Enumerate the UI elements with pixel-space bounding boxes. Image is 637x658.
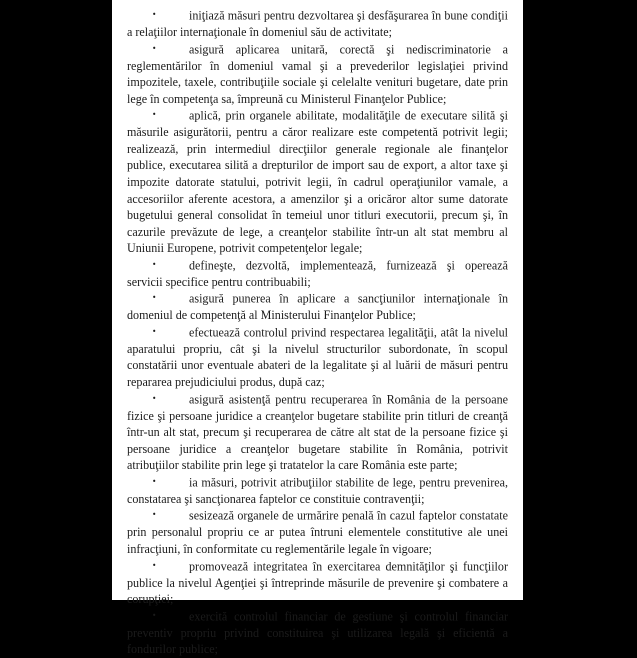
clause-item <box>127 257 508 291</box>
clause-text: sesizează organele de urmărire penală în cazul faptelor constatate prin personalul propriu ce ar putea întruni elementele constitutive ale unei infracţiuni, în conformitate cu reglementările legale în vigoare; <box>127 508 508 556</box>
bullet-icon: • <box>152 293 157 303</box>
clause-item <box>127 324 508 391</box>
clause-text: ia măsuri, potrivit atribuţiilor stabilite de lege, pentru prevenirea, constatarea şi sancţionarea faptelor ce constituie contravenţii; <box>127 475 508 506</box>
clause-item <box>127 7 508 41</box>
bullet-icon: • <box>152 476 157 486</box>
document-text-body <box>127 7 508 658</box>
clause-item <box>127 391 508 474</box>
left-margin-mask <box>0 0 112 600</box>
bullet-icon: • <box>152 259 157 269</box>
bullet-icon: • <box>152 43 157 53</box>
right-margin-mask <box>523 0 637 600</box>
bullet-icon: • <box>152 610 157 620</box>
clause-text: asigură punerea în aplicare a sancţiunilor internaţionale în domeniul de competenţă al Ministerului Finanţelor Publice; <box>127 291 508 323</box>
clause-text: defineşte, dezvoltă, implementează, furnizează şi operează servicii specifice pentru contribuabili; <box>127 258 508 289</box>
clause-text: asigură aplicarea unitară, corectă şi nediscriminatorie a reglementărilor în domeniul vamal şi a prevederilor legislaţiei privind impozitele, taxele, contribuţiile sociale şi celelalte venituri bugetare, date prin lege în competenţa sa, împreună cu Ministerul Finanţelor Publice; <box>127 42 508 106</box>
bullet-icon: • <box>152 10 157 19</box>
bullet-icon: • <box>152 393 157 403</box>
clause-text: promovează integritatea în exercitarea demnităţilor şi funcţiilor publice la nivelul Agenţiei şi întreprinde măsurile de prevenire şi combatere a corupţiei; <box>127 559 508 607</box>
document-page <box>112 0 523 657</box>
clause-item <box>127 608 508 658</box>
clause-text: aplică, prin organele abilitate, modalităţile de executare silită şi măsurile asigurătorii, pentru a căror realizare este competentă potrivit legii; realizează, prin intermediul direcţiilor generale regionale ale finanţelor publice, executarea silită a drepturilor de import sau de export, a altor taxe şi impozite datorate statului, potrivit legii, în cadrul operaţiunilor vamale, a accesoriilor aferente acestora, a amenzilor şi a oricăror altor sume datorate bugetului general consolidat în temeiul unor titluri executorii, precum şi, în cazurile prevăzute de lege, a creanţelor stabilite într-un alt stat membru al Uniunii Europene, potrivit competenţelor legale; <box>127 108 508 256</box>
bullet-icon: • <box>152 110 157 120</box>
clause-text: exercită controlul financiar de gestiune şi controlul financiar preventiv propriu privind constituirea şi utilizarea legală şi eficientă a fondurilor publice; <box>127 609 508 657</box>
clause-item <box>127 474 508 508</box>
clause-text: asigură asistenţă pentru recuperarea în România de la persoane fizice şi persoane juridice a creanţelor bugetare stabilite prin titluri de creanţă într-un alt stat, precum şi recuperarea de către alt stat de la persoane fizice şi persoane juridice a creanţelor bugetare stabilite în România, potrivit atribuţiilor stabilite prin lege şi tratatelor la care România este parte; <box>127 392 508 473</box>
clause-item <box>127 290 508 324</box>
clause-text: iniţiază măsuri pentru dezvoltarea şi desfăşurarea în bune condiţii a relaţiilor internaţionale în domeniul său de activitate; <box>127 8 508 40</box>
clause-item <box>127 507 508 557</box>
clause-item <box>127 107 508 256</box>
clause-text: efectuează controlul privind respectarea legalităţii, atât la nivelul aparatului propriu, cât şi la nivelul structurilor subordonate, în scopul constatării unor eventuale abateri de la legalitate şi al luării de măsuri pentru repararea prejudiciului produs, după caz; <box>127 325 508 390</box>
bullet-icon: • <box>152 510 157 520</box>
bullet-icon: • <box>152 326 157 336</box>
clause-item <box>127 558 508 608</box>
clause-item <box>127 41 508 108</box>
bullet-icon: • <box>152 560 157 570</box>
